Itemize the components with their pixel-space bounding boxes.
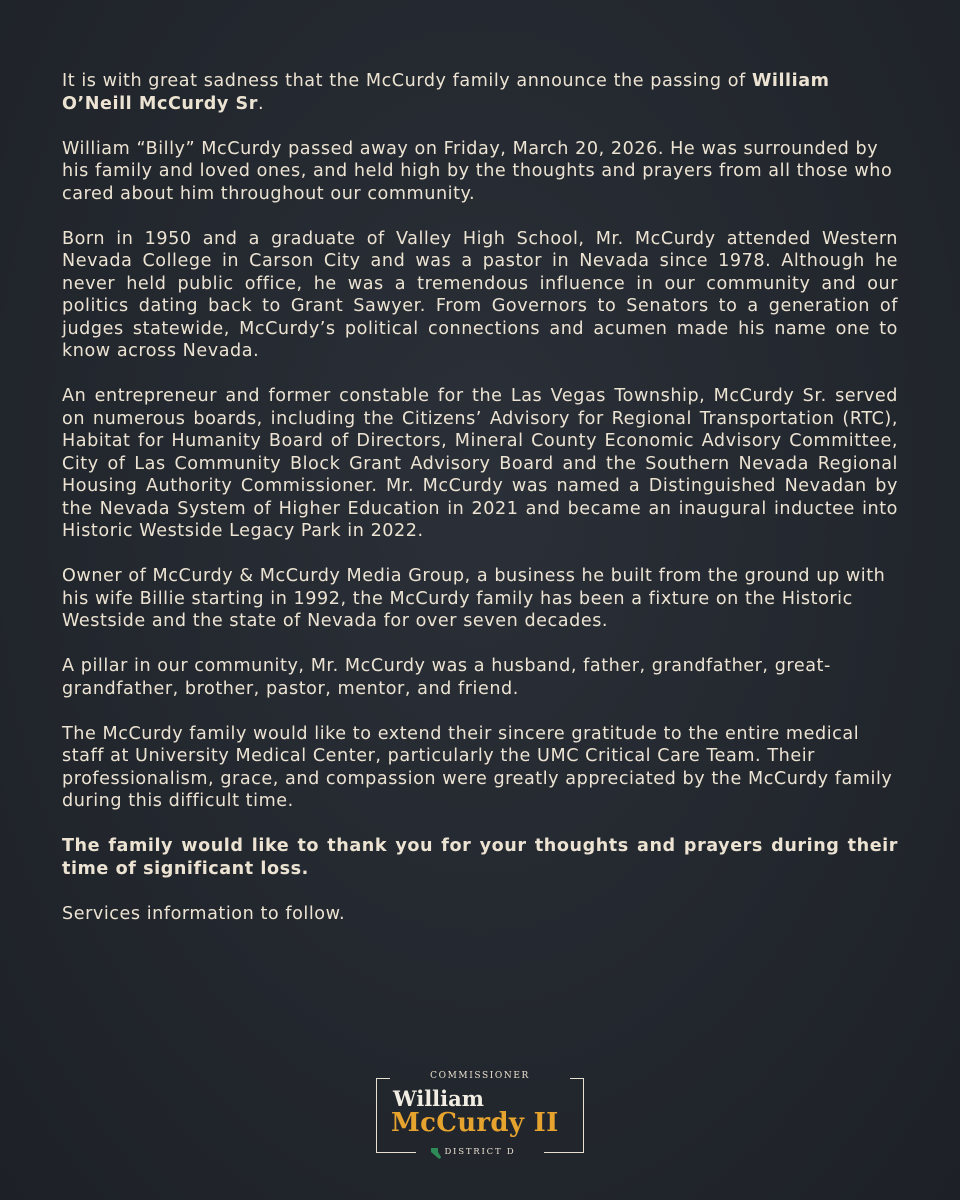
nevada-state-icon — [429, 1146, 443, 1160]
announcement-period: . — [258, 93, 265, 114]
logo-last-name: McCurdy II — [391, 1108, 559, 1138]
service-paragraph: An entrepreneur and former constable for the Las Vegas Township, McCurdy Sr. served on numerous boards, including the Citizens’ Advisory for Regional Transportation (RTC), Habitat for Humanity Board of Directors, Mineral County Economic Advisory Committee, City of Las Community Block Grant Advisory Board and the Southern Nevada Regional Housing Authority Commissioner. Mr. McCurdy was named a Distinguished Nevadan by the Nevada System of Higher Education in 2021 and became an inaugural inductee into Historic Westside Legacy Park in 2022. — [62, 386, 898, 541]
passing-paragraph: William “Billy” McCurdy passed away on Friday, March 20, 2026. He was surrounded by his family and loved ones, and held high by the thoughts and prayers from all those who cared about him throughout our community. — [62, 138, 893, 204]
announcement-text: It is with great sadness that the McCurdy family announce the passing of — [62, 71, 752, 91]
statement-body — [62, 70, 898, 948]
services-paragraph: Services information to follow. — [62, 903, 346, 924]
commissioner-logo — [376, 1070, 584, 1162]
biography-paragraph: Born in 1950 and a graduate of Valley High School, Mr. McCurdy attended Western Nevada College in Carson City and was a pastor in Nevada since 1978. Although he never held public office, he was a tremendous influence in our community and our politics dating back to Grant Sawyer. From Governors to Senators to a generation of judges statewide, McCurdy’s political connections and acumen made his name one to know across Nevada. — [62, 228, 898, 361]
thanks-paragraph: The family would like to thank you for your thoughts and prayers during their time of significant loss. — [62, 836, 898, 879]
gratitude-paragraph: The McCurdy family would like to extend their sincere gratitude to the entire medical staff at University Medical Center, particularly the UMC Critical Care Team. Their professionalism, grace, and compassion were greatly appreciated by the McCurdy family during this difficult time. — [62, 723, 893, 811]
announcement-paragraph — [62, 70, 898, 115]
pillar-paragraph: A pillar in our community, Mr. McCurdy was a husband, father, grandfather, great-grandfather, brother, pastor, mentor, and friend. — [62, 656, 831, 699]
deceased-name: William O’Neill McCurdy Sr — [62, 71, 830, 114]
logo-district: DISTRICT D — [444, 1147, 516, 1157]
logo-first-name: William — [393, 1086, 484, 1111]
logo-title: COMMISSIONER — [430, 1071, 530, 1081]
business-paragraph: Owner of McCurdy & McCurdy Media Group, a business he built from the ground up with his wife Billie starting in 1992, the McCurdy family has been a fixture on the Historic Westside and the state of Nevada for over seven decades. — [62, 566, 886, 631]
